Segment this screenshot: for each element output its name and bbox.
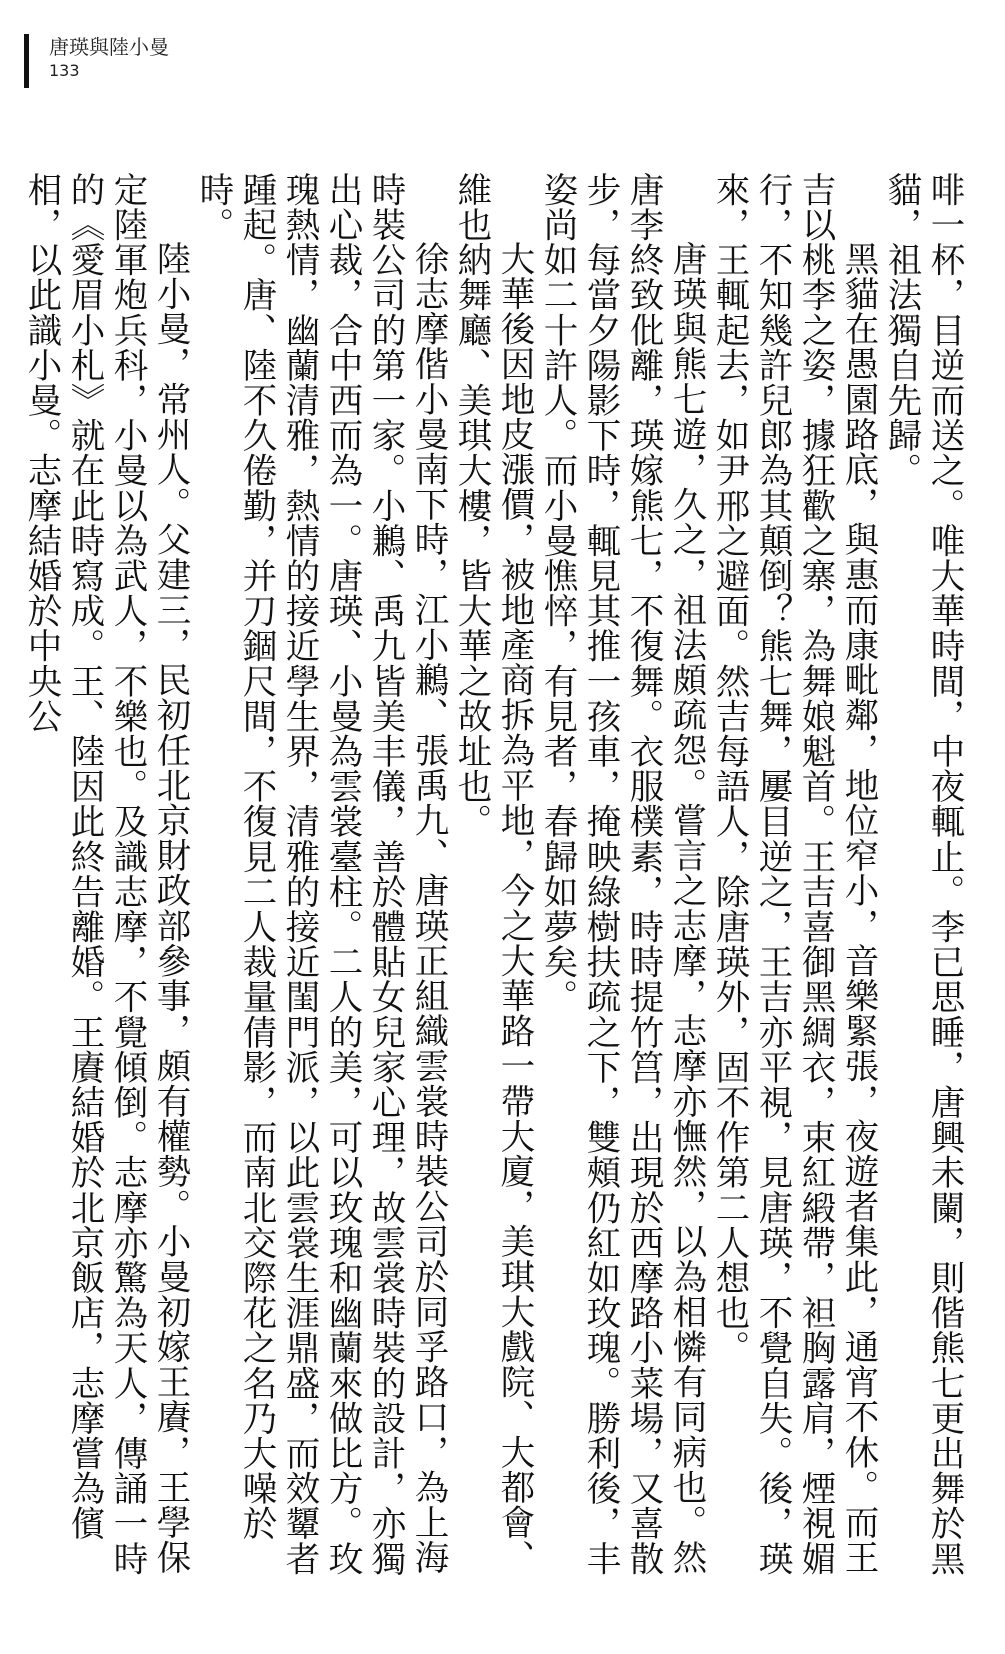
paragraph: 徐志摩偕小曼南下時，江小鶼、張禹九、唐瑛正組織雲裳時裝公司於同孚路口，為上海時裝公司的第一家。小鶼、禹九皆美丰儀，善於體貼女兒家心理，故雲裳時裝的設計，亦獨出心裁，合中西而為一。唐瑛、小曼為雲裳臺柱。二人的美，可以玫瑰和幽蘭來做比方。玫瑰熱情，幽蘭清雅，熱情的接近學生界，清雅的接近閨門派，以此雲裳生涯鼎盛，而效顰者踵起。唐、陸不久倦勤，并刀錮尺間，不復見二人裁量倩影，而南北交際花之名乃大噪於時。 [193,172,448,1576]
running-title: 唐瑛與陸小曼 [49,35,169,59]
paragraph: 啡一杯，目逆而送之。唯大華時間，中夜輒止。李已思睡，唐興未闌，則偕熊七更出舞於黑貓，祖法獨自先歸。 [881,172,964,1576]
paragraph: 陸小曼，常州人。父建三，民初任北京財政部參事，頗有權勢。小曼初嫁王賡，王學保定陸軍炮兵科，小曼以為武人，不樂也。及識志摩，不覺傾倒。志摩亦驚為天人，傳誦一時的《愛眉小札》就在此時寫成。王、陸因此終告離婚。王賡結婚於北京飯店，志摩嘗為儐相，以此識小曼。志摩結婚於中央公 [21,172,190,1576]
paragraph: 黑貓在愚園路底，與惠而康毗鄰，地位窄小，音樂緊張，夜遊者集此，通宵不休。而王吉以桃李之姿，據狂歡之寨，為舞娘魁首。王吉喜御黑綢衣，束紅緞帶，袒胸露肩，煙視媚行，不知幾許兒郎為其顛倒？熊七舞，屢目逆之，王吉亦平視，見唐瑛，不覺自失。後，瑛來，王輒起去，如尹邢之避面。然吉每語人，除唐瑛外，固不作第二人想也。 [709,172,878,1576]
paragraph: 大華後因地皮漲價，被地產商拆為平地，今之大華路一帶大廈，美琪大戲院、大都會、維也納舞廳、美琪大樓，皆大華之故址也。 [451,172,534,1575]
page-number: 133 [49,61,80,80]
vertical-body-text [21,172,965,1592]
running-header [24,34,169,88]
paragraph: 唐瑛與熊七遊，久之，祖法頗疏怨。嘗言之志摩，志摩亦憮然，以為相憐有同病也。然唐李終致仳離，瑛嫁熊七，不復舞。衣服樸素，時時提竹筥，出現於西摩路小菜場，又喜散步，每當夕陽影下時，輒見其推一孩車，掩映綠樹扶疏之下，雙頰仍紅如玫瑰。勝利後，丰姿尚如二十許人。而小曼憔悴，有見者，春歸如夢矣。 [537,172,706,1576]
